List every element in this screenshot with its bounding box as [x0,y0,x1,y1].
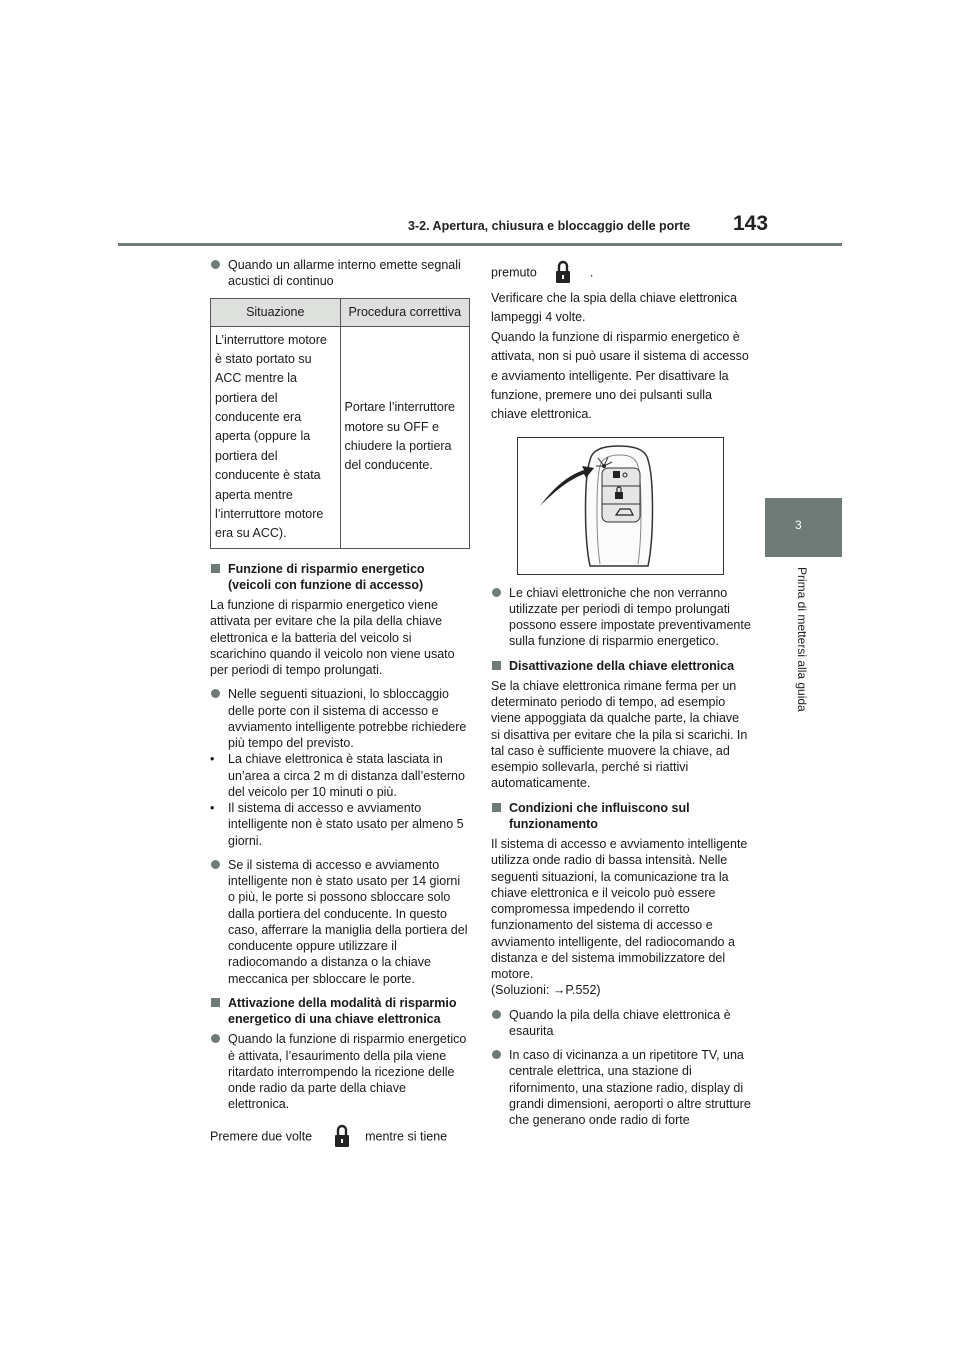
lock-icon [540,257,586,289]
key-fob-figure [517,437,724,575]
key-fob-illustration [518,438,723,574]
fourteen-days-bullet: Se il sistema di accesso e avviamento intelligente non è stato usato per 14 giorni o più, le porte si possono sbloccare solo dalla portiera del conducente. In questo caso, afferrare la maniglia della portiera del conducente oppure utilizzare il radiocomando a distanza o la chiave meccanica per sbloccare le porte. [210,857,470,987]
section-title: 3-2. Apertura, chiusura e bloccaggio delle porte [408,219,691,233]
battery-bullet: Quando la pila della chiave elettronica è esaurita [491,1007,751,1040]
deactivation-section-body: Se la chiave elettronica rimane ferma per un determinato periodo di tempo, ad esempio viene appoggiata da qualche parte, la chiave si disattiva per evitare che la pila si scarichi. In tal caso è sufficiente muovere la chiave, ad esempio sollevarla, perché si riattivi automaticamente. [491,678,748,791]
deactivation-section-title: Disattivazione della chiave elettronica [491,658,751,674]
left-column [210,257,470,1161]
table-header-situation: Situazione [211,298,341,326]
not-used-bullet: Le chiavi elettroniche che non verranno utilizzate per periodi di tempo prolungati possono essere impostate preventivamente sulla funzione di risparmio energetico. [491,585,751,650]
when-active-text: Quando la funzione di risparmio energetico è attivata, non si può usare il sistema di accesso e avviamento intelligente. Per disattivare la funzione, premere uno dei pulsanti sulla chiave elettronica. [491,329,749,422]
while-holding-text: mentre si tiene [365,1128,448,1143]
sub-item-text: Il sistema di accesso e avviamento intelligente non è stato usato per almeno 5 giorni. [228,801,464,848]
header-rule [118,243,842,246]
conditions-section-body: Il sistema di accesso e avviamento intelligente utilizza onde radio di bassa intensità. Nelle seguenti situazioni, la comunicazione tra la chiave elettronica e il veicolo può essere compromessa impedendo il corretto funzionamento del sistema di accesso e avviamento intelligente, del radiocomando a distanza e del sistema immobilizzatore del motore. [491,837,748,982]
lock-icon [316,1121,362,1153]
verify-text: Verificare che la spia della chiave elettronica lampeggi 4 volte. [491,291,737,325]
right-column [491,257,751,1136]
sub-item [210,751,470,800]
alarm-table [210,298,470,549]
sub-item-text: La chiave elettronica è stata lasciata in un’area a circa 2 m di distanza dall’esterno del veicolo per 10 minuti o più. [228,752,465,799]
chapter-number: 3 [795,518,802,532]
conditions-section-title: Condizioni che influiscono sul funzionamento [491,800,751,833]
sub-item [210,800,470,849]
tv-bullet: In caso di vicinanza a un ripetitore TV, una centrale elettrica, una stazione di rifornimento, una stazione radio, display di grandi dimensioni, aeroporti o altre strutture che generano onde radio di forte [491,1047,751,1128]
chapter-tab [765,498,842,557]
activation-bullet: Quando la funzione di risparmio energetico è attivata, l’esaurimento della pila viene ritardato interrompendo la ricezione delle onde radio da parte della chiave elettronica. [210,1031,470,1112]
solutions-reference: (Soluzioni: →P.552) [491,983,601,998]
sub-item-dot: • [210,801,215,816]
table-header-remedy: Procedura correttiva [340,298,470,326]
chapter-label: Prima di mettersi alla guida [795,567,809,712]
pressed-text: premuto [491,265,537,280]
press-twice-line [210,1121,470,1153]
pressed-end: . [589,265,594,280]
table-cell-situation: L’interruttore motore è stato portato su ACC mentre la portiera del conducente era aperta (oppure la portiera del conducente è stata aperta mentre l’interruttore motore era su ACC). [211,326,341,548]
activation-section-title: Attivazione della modalità di risparmio energetico di una chiave elettronica [210,995,470,1028]
table-cell-remedy: Portare l’interruttore motore su OFF e chiudere la portiera del conducente. [340,326,470,548]
energy-section-body: La funzione di risparmio energetico viene attivata per evitare che la pila della chiave elettronica e la batteria del veicolo si scarichino quando il veicolo non viene usato per periodi di tempo prolungati. [210,598,455,678]
pressed-line [491,257,751,289]
alarm-bullet: Quando un allarme interno emette segnali acustici di continuo [210,257,470,290]
press-twice-text: Premere due volte [210,1128,313,1143]
unlock-bullet: Nelle seguenti situazioni, lo sbloccaggio delle porte con il sistema di accesso e avviamento intelligente potrebbe richiedere più tempo del previsto. [210,686,470,751]
page-number: 143 [733,212,769,235]
energy-section-title: Funzione di risparmio energetico (veicoli con funzione di accesso) [210,561,470,594]
sub-item-dot: • [210,752,215,767]
